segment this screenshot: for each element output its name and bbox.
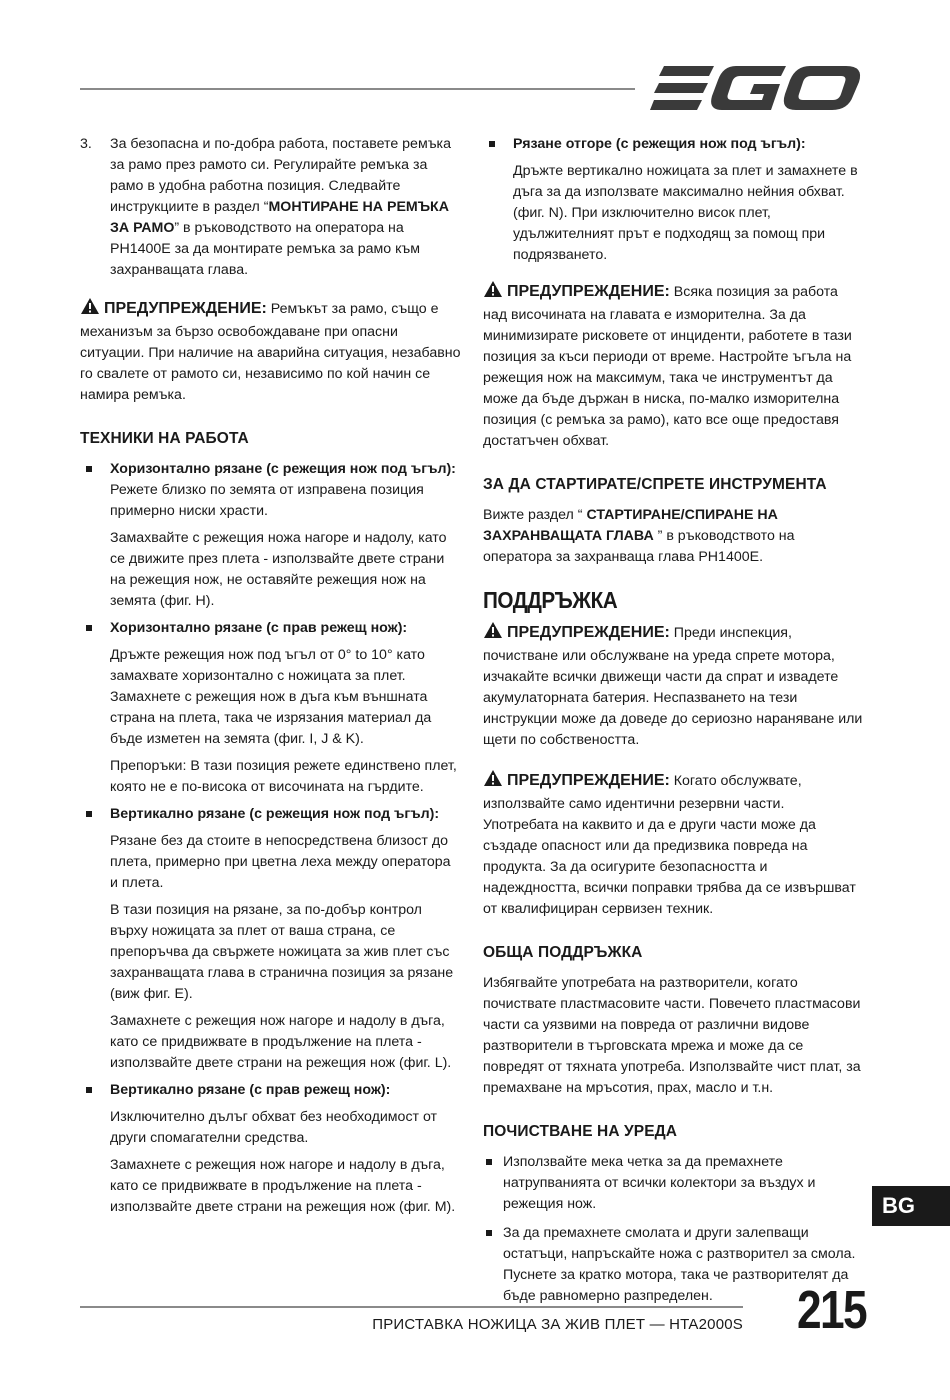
bullet-head: Рязане отгоре (с режещия нож под ъгъл): [513, 136, 806, 152]
bullet-head: Хоризонтално рязане (с режещия нож под ъгъл): [110, 461, 456, 477]
item-number: 3. [80, 136, 92, 152]
warning-triangle-icon [483, 769, 503, 794]
start-stop-text-b: ” в ръководството на оператора за захранваща глава PH1400E. [483, 528, 795, 565]
paragraph: Замахнете с режещия нож нагоре и надолу в дъга, като се придвижвате в продължение на плета - използвайте двете страни на режещия нож (фиг. L). [110, 1013, 452, 1071]
warning-text: Всяка позиция за работа над височината на главата е изморителна. За да минимизирате рисковете от инциденти, работете в тази позиция за къси периоди от време. Настройте ъгъла на режещия нож на максимум, така че инструментът да може да бъде държан в ниска, по-малко изморителна позиция (с ремъка за рамо), като все още предоставя достатъчен обхват. [483, 284, 852, 449]
language-tab: BG [872, 1186, 950, 1226]
bullet-head: Хоризонтално рязане (с прав режещ нож): [110, 620, 408, 636]
warning-text: Ремъкът за рамо, също е механизъм за бързо освобождаване при опасни ситуации. При наличие на аварийна ситуация, незабавно го свалете от рамото си, независимо по кой начин се намира ремъка. [80, 301, 461, 403]
start-stop-bold: СТАРТИРАНЕ/СПИРАНЕ НА ЗАХРАНВАЩАТА ГЛАВА [483, 507, 778, 544]
warning-triangle-icon [80, 297, 100, 322]
bullet-vertical-angled [80, 804, 462, 825]
warning-spare-parts [483, 769, 863, 920]
item-text-bold: МОНТИРАНЕ НА РЕМЪКА ЗА РАМО [110, 199, 449, 236]
bullet-head: Вертикално рязане (с режещия нож под ъгъл): [110, 806, 440, 822]
warning-triangle-icon [483, 621, 503, 646]
page-number: 215 [797, 1280, 866, 1340]
bullet-head: Вертикално рязане (с прав режещ нож): [110, 1082, 391, 1098]
bullet-vertical-straight [80, 1080, 462, 1101]
warning-text: Когато обслужвате, използвайте само идентични резервни части. Употребата на каквито и да е други части може да създаде опасност или да предизвика повреда на продукта. За да осигурите безопасността и надеждността, всички поправки трябва да се извършват от квалифициран сервизен техник. [483, 773, 856, 917]
paragraph: В тази позиция на рязане, за по-добър контрол върху ножицата за плет от ваша страна, се препоръчва да свържете ножицата за жив плет със захранващата глава в странична позиция за рязане (виж фиг. E). [110, 902, 454, 1002]
paragraph: Рязане без да стоите в непосредствена близост до плета, примерно при цветна леха между оператора и плета. [110, 833, 451, 891]
warning-label: ПРЕДУПРЕЖДЕНИЕ: [507, 772, 670, 789]
cleaning-bullet-2: За да премахнете смолата и други залепващи остатъци, напръскайте ножа с разтворител за смола. Пуснете за кратко мотора, така че разтворителят да бъде равномерно разпределен. [483, 1223, 863, 1307]
warning-label: ПРЕДУПРЕЖДЕНИЕ: [507, 624, 670, 641]
bullet-text: Режете близко по земята от изправена позиция примерно ниски храсти. [110, 482, 424, 519]
paragraph: Замахнете с режещия нож нагоре и надолу в дъга, като се придвижвате в продължение на плета - използвайте двете страни на режещия нож (фиг. M). [110, 1157, 456, 1215]
start-stop-text-a: Вижте раздел “ [483, 507, 587, 523]
warning-text: Преди инспекция, почистване или обслужване на уреда спрете мотора, изчакайте всички движещи части да спрат и извадете акумулаторната батерия. Неспазването на тези инструкции може да доведе до сериозно нараняване или щети по собствеността. [483, 625, 863, 748]
left-column [80, 134, 462, 1224]
item-text-a: За безопасна и по-добра работа, поставете ремъка за рамо през рамото си. Регулирайте ремъка за рамо в удобна работна позиция. Следвайте инструкциите в раздел “ [110, 136, 451, 215]
warning-triangle-icon [483, 280, 503, 305]
footer-rule [80, 1306, 743, 1308]
right-column [483, 134, 863, 1315]
start-stop-text [483, 505, 863, 568]
section-heading-general: ОБЩА ПОДДРЪЖКА [483, 944, 643, 961]
header-rule [80, 88, 635, 90]
item-text-b: ” в ръководството на оператора на PH1400E за да монтирате ремъка за рамо към захранващата глава. [110, 220, 420, 278]
numbered-item-3 [80, 134, 462, 281]
paragraph: Дръжте вертикално ножицата за плет и замахнете в дъга за да използвате максимално нейния обхват. (фиг. N). При изключително висок плет, удължителният прът е подходящ за помощ при подрязването. [513, 163, 858, 263]
section-heading-start-stop: ЗА ДА СТАРТИРАТЕ/СПРЕТЕ ИНСТРУМЕНТА [483, 476, 827, 493]
item-text [110, 134, 462, 281]
footer-title: ПРИСТАВКА НОЖИЦА ЗА ЖИВ ПЛЕТ — HTA2000S [372, 1316, 743, 1333]
warning-shoulder-strap [80, 297, 462, 406]
bullet-horizontal-straight [80, 618, 462, 639]
bullet-horizontal-angled [80, 459, 462, 522]
bullet-top-cutting [483, 134, 863, 155]
warning-before-inspection [483, 621, 863, 751]
paragraph: Дръжте режещия нож под ъгъл от 0° to 10° като замахвате хоризонтално с ножицата за плет. Замахнете с режещия нож в дъга към външната страна на плета, така че изрязания материал да бъде изметен на земята (фиг. I, J & K). [110, 647, 432, 747]
logo-text: EGO [650, 49, 686, 66]
paragraph: Замахвайте с режещия ножа нагоре и надолу, като се движите през плета - използвайте двете страни на режещия нож, не оставяйте режещия нож на земята (фиг. H). [110, 530, 447, 609]
ego-logo [650, 49, 862, 114]
section-heading-maintenance: ПОДДРЪЖКА [483, 587, 618, 613]
warning-label: ПРЕДУПРЕЖДЕНИЕ: [104, 300, 267, 317]
section-heading-techniques: ТЕХНИКИ НА РАБОТА [80, 430, 249, 447]
section-heading-cleaning: ПОЧИСТВАНЕ НА УРЕДА [483, 1123, 678, 1140]
warning-overhead [483, 280, 863, 452]
paragraph: Препоръки: В тази позиция режете единствено плет, която не е по-висока от височината на гърдите. [110, 758, 457, 795]
paragraph: Изключително дълъг обхват без необходимост от други спомагателни средства. [110, 1109, 438, 1146]
cleaning-bullet-1: Използвайте мека четка за да премахнете натрупванията от всички колектори за въздух и режещия нож. [483, 1152, 863, 1215]
warning-label: ПРЕДУПРЕЖДЕНИЕ: [507, 283, 670, 300]
general-text: Избягвайте употребата на разтворители, когато почиствате пластмасовите части. Повечето пластмасови части са уязвими на повреда от различни видове разтворители в търговската мрежа и може да се повредят от тяхната употреба. Използвайте чист плат, за премахване на мръсотия, прах, масло и т.н. [483, 975, 861, 1096]
